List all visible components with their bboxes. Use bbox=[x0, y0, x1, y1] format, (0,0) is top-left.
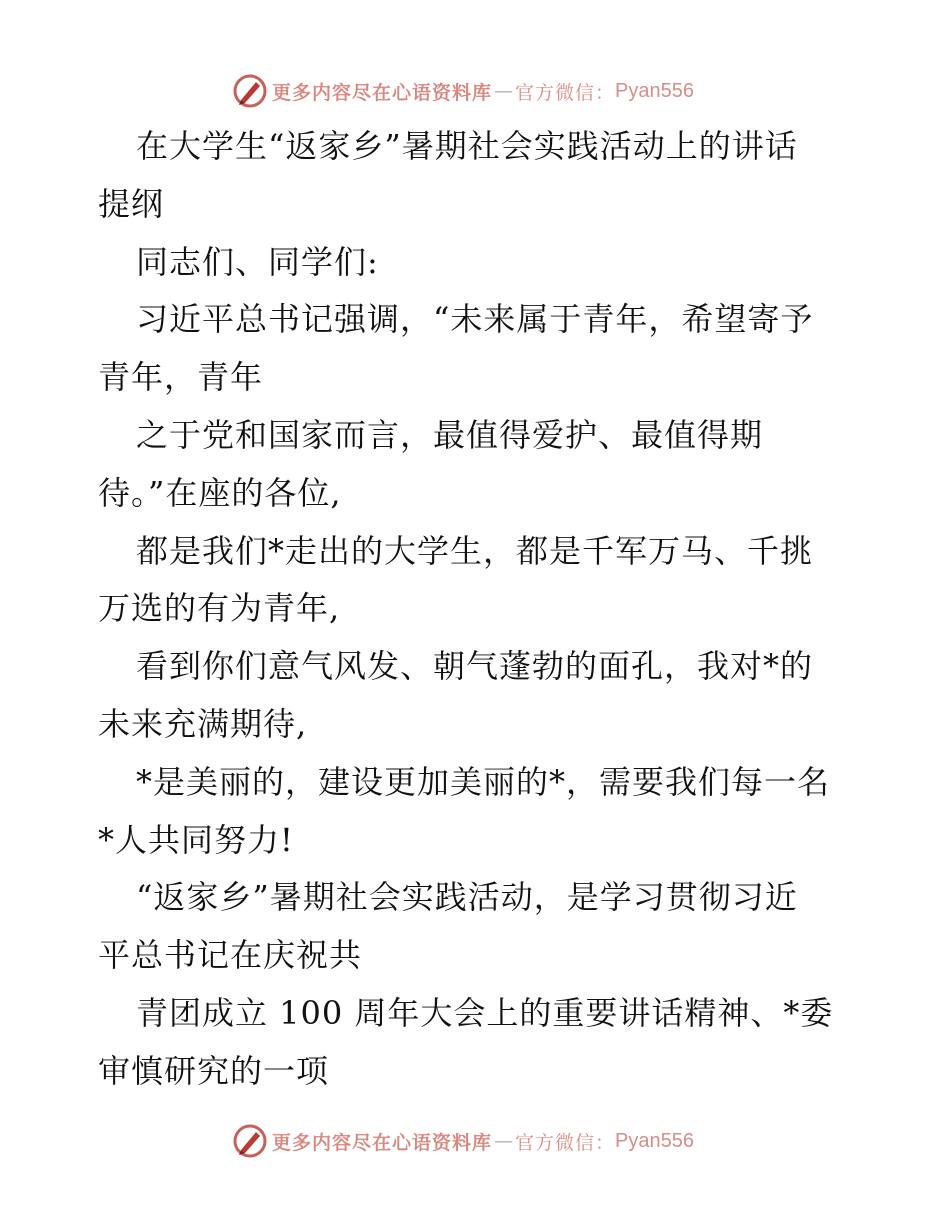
body-line: 提纲 bbox=[98, 184, 165, 223]
body-line: 习近平总书记强调，“未来属于青年，希望寄予 bbox=[136, 300, 814, 339]
document-body bbox=[98, 118, 868, 1101]
header-watermark bbox=[232, 71, 694, 111]
body-line: 万选的有为青年, bbox=[98, 589, 341, 628]
watermark-dash: — bbox=[494, 1130, 514, 1152]
body-line: *是美丽的，建设更加美丽的*，需要我们每一名 bbox=[136, 762, 831, 801]
body-line: 青年，青年 bbox=[98, 358, 264, 397]
body-line: 待。”在座的各位, bbox=[98, 473, 342, 512]
watermark-title: 更多内容尽在心语资料库 bbox=[272, 1131, 493, 1154]
watermark-wechat-label: 官方微信： bbox=[515, 1131, 616, 1154]
body-line: *人共同努力! bbox=[98, 820, 294, 859]
watermark-dash: — bbox=[494, 80, 514, 102]
body-line: 同志们、同学们: bbox=[136, 242, 379, 281]
watermark-title: 更多内容尽在心语资料库 bbox=[272, 81, 493, 104]
body-line: 未来充满期待, bbox=[98, 704, 308, 743]
body-line: 看到你们意气风发、朝气蓬勃的面孔，我对*的 bbox=[136, 647, 814, 686]
watermark-wechat-id: Pyan556 bbox=[615, 1129, 694, 1152]
watermark-wechat-id: Pyan556 bbox=[615, 79, 694, 102]
pen-logo-icon bbox=[232, 73, 268, 109]
pen-logo-icon bbox=[232, 1123, 268, 1159]
body-line: 之于党和国家而言，最值得爱护、最值得期 bbox=[136, 415, 764, 454]
body-line: 都是我们*走出的大学生，都是千军万马、千挑 bbox=[136, 531, 814, 570]
watermark-wechat-label: 官方微信： bbox=[515, 81, 616, 104]
body-line: 平总书记在庆祝共 bbox=[98, 936, 363, 975]
body-line: 青团成立 100 周年大会上的重要讲话精神、*委 bbox=[136, 993, 834, 1032]
footer-watermark bbox=[232, 1121, 694, 1161]
body-line: 审慎研究的一项 bbox=[98, 1051, 330, 1090]
body-line: “返家乡”暑期社会实践活动，是学习贯彻习近 bbox=[136, 878, 798, 917]
body-line: 在大学生“返家乡”暑期社会实践活动上的讲话 bbox=[136, 127, 798, 165]
